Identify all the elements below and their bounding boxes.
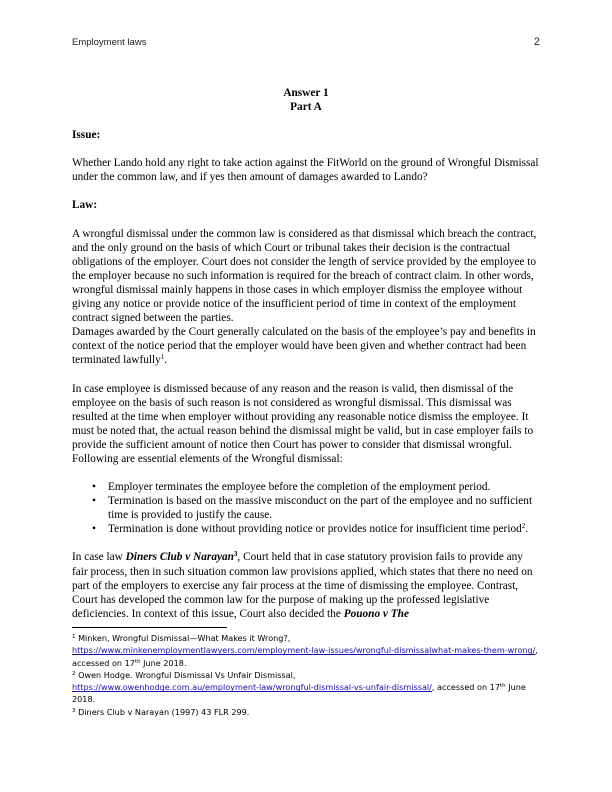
- footnote-ref-1[interactable]: 1: [160, 353, 165, 362]
- footnote-link[interactable]: https://www.minkenemploymentlawyers.com/employment-law-issues/wrongful-dismissalwhat-makes-them-wrong/: [72, 645, 536, 656]
- law-paragraph-1: A wrongful dismissal under the common law is considered as that dismissal which breach the contract, and the only ground on the basis of which Court or tribunal takes their decision is the contractual obligations of the employer. Court does not consider the length of service provided by the employee to the employer because no such information is required for the breach of contract claim. In other words, wrongful dismissal mainly happens in those cases in which employer dismiss the employee without giving any notice or provide notice of the insufficient period of time in context of the employment contract signed between the parties.: [72, 227, 537, 325]
- footnote-text: Minken, Wrongful Dismissal—What Makes it Wrong?,: [78, 633, 291, 643]
- footnote-1: [72, 632, 542, 669]
- footnote-link[interactable]: https://www.owenhodge.com.au/employment-law/wrongful-dismissal-vs-unfair-dismissal/: [72, 682, 432, 693]
- law-paragraph-3: In case employee is dismissed because of any reason and the reason is valid, then dismissal of the employee on the basis of such reason is not considered as wrongful dismissal. This dismissal was resulted at the time when employer without providing any reasonable notice dismiss the employee. It must be noted that, the actual reason behind the dismissal might be valid, but in case employer fails to provide the sufficient amount of notice then Court has power to consider that dismissal wrongful. Following are essential elements of the Wrongful dismissal:: [72, 382, 534, 465]
- answer-heading: Answer 1: [283, 87, 329, 99]
- part-heading: Part A: [290, 101, 322, 114]
- footnote-access: , accessed on 17: [72, 645, 538, 668]
- document-body: [72, 86, 540, 621]
- footnote-text: Owen Hodge. Wrongful Dismissal Vs Unfair Dismissal,: [78, 669, 296, 680]
- elements-list: [72, 480, 540, 536]
- footnote-3: [72, 706, 542, 718]
- law-heading: Law:: [72, 199, 98, 212]
- law-paragraph-2: Damages awarded by the Court generally calculated on the basis of the employee’s pay and benefits in context of the notice period that the employer would have been given and whether contract had been terminated lawfully$^1$.: [72, 326, 536, 367]
- page-number: 2: [533, 36, 540, 48]
- law-paragraph-4: [72, 550, 540, 620]
- footnote-access: , accessed on 17: [431, 682, 500, 693]
- footnote-access-date: June 2018.: [140, 657, 187, 668]
- issue-text: Whether Lando hold any right to take action against the FitWorld on the ground of Wrongful Dismissal under the common law, and if yes then amount of damages awarded to Lando?: [72, 157, 539, 184]
- law-paragraph-4-start: In case law: [72, 551, 126, 564]
- law-paragraph-4-text: , Court held that in case statutory provision fails to provide any fair process, then in such situation common law provisions applied, which states that there no need on part of the employers to exercise any fair process at the time of dismissing the employee. Contrast, Court has developed the common law for the purpose of making up the professed legislative deficiencies. In context of this issue, Court also decided the: [72, 551, 533, 620]
- list-item: • Employer terminates the employee before the completion of the employment period.: [108, 480, 540, 494]
- law-paragraph-2-text: Damages awarded by the Court generally calculated on the basis of the employee’s pay and benefits in context of the notice period that the employer would have been given and whether contract had been terminated lawfully: [72, 326, 536, 367]
- footnote-number: 2: [72, 670, 76, 677]
- header-title: Employment laws: [72, 37, 147, 48]
- case-name-pouono: Pouono v The: [343, 607, 409, 620]
- footnote-separator: [72, 627, 227, 628]
- footnote-ref-2[interactable]: 2: [521, 522, 526, 531]
- footnote-text: Diners Club v Narayan (1997) 43 FLR 299.: [78, 706, 250, 717]
- footnote-access-date: June 2018.: [72, 682, 526, 705]
- list-item: • Termination is done without providing notice or provides notice for insufficient time period$^2$.: [108, 522, 540, 536]
- case-name-diners-club: Diners Club v Narayan: [125, 551, 234, 564]
- list-item: • Termination is based on the massive misconduct on the part of the employee and no sufficient time is provided to justify the cause.: [108, 494, 540, 522]
- page-header: [72, 37, 540, 51]
- footnote-number: 3: [72, 707, 76, 714]
- footnotes: [72, 632, 542, 718]
- footnote-number: 1: [72, 634, 76, 640]
- footnote-ref-3[interactable]: 3: [233, 550, 238, 559]
- footnote-access-sup: th: [499, 683, 506, 690]
- footnote-2: [72, 669, 542, 706]
- list-item-text: Termination is done without providing notice or provides notice for insufficient time period: [108, 523, 522, 536]
- issue-heading: Issue:: [72, 129, 101, 142]
- footnote-access-sup: th: [134, 658, 141, 665]
